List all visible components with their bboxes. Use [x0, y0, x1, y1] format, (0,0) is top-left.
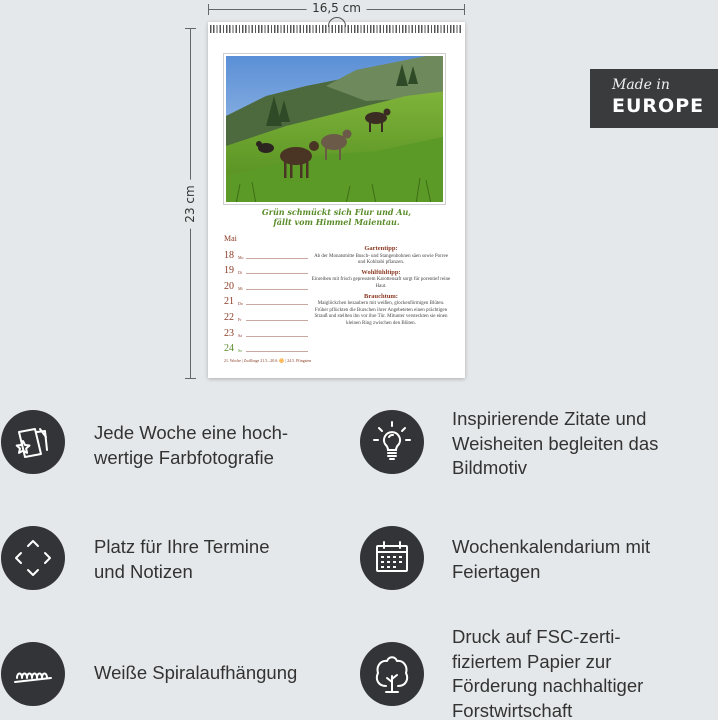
- width-dimension: [208, 1, 465, 15]
- feature-text-calendar: Wochenkalendarium mit Feiertagen: [452, 536, 651, 582]
- tips-column: [311, 243, 451, 328]
- day-number: 18: [224, 249, 234, 261]
- calendar-preview: [208, 22, 465, 378]
- feature-text-fsc: Druck auf FSC-zerti- fiziertem Papier zur Förderung nachhaltiger Forstwirtschaft: [452, 626, 644, 720]
- day-row: [224, 307, 308, 323]
- feature-text-spiral: Weiße Spiralaufhängung: [94, 662, 298, 683]
- weekday-label: Mo: [238, 254, 244, 260]
- made-in-europe-badge: [590, 69, 718, 128]
- day-row: [224, 245, 308, 261]
- expand-arrows-icon: [1, 526, 65, 590]
- calendar-grid-icon: [360, 526, 424, 590]
- day-number: 20: [224, 280, 234, 292]
- day-number: 21: [224, 296, 234, 308]
- mountain-goats-image: [226, 56, 445, 204]
- tip-title: Gartentipp:: [364, 245, 398, 252]
- tip-title: Wohlfühltipp:: [361, 268, 401, 276]
- photo-star-icon: [1, 410, 65, 474]
- feature-text-photo: Jede Woche eine hoch- wertige Farbfotografie: [94, 422, 289, 468]
- spiral-binding-icon: [1, 642, 65, 706]
- weekday-label: Do: [238, 301, 243, 307]
- tip-text: Ab der Monatsmitte Busch- und Stangenbohnen säen sowie Porree und Kohlrabi pflanzen.: [314, 253, 448, 266]
- day-row: [224, 323, 308, 339]
- weekday-label: Di: [238, 270, 242, 276]
- feature-text-quotes: Inspirierende Zitate und Weisheiten begleiten das Bildmotiv: [452, 408, 659, 478]
- month-label: Mai: [224, 234, 237, 243]
- day-row: [224, 261, 308, 277]
- tip-title: Brauchtum:: [364, 292, 398, 300]
- day-row: [224, 276, 308, 292]
- weekday-label: Fr: [238, 316, 242, 322]
- badge-line2: EUROPE: [612, 95, 705, 117]
- weekday-label: Mi: [238, 285, 243, 291]
- feature-text-notes: Platz für Ihre Termine und Notizen: [94, 536, 270, 582]
- width-label: 16,5 cm: [306, 1, 367, 15]
- tip-text: Einreiben mit frisch gepresstem Karottensaft sorgt für porentief reine Haut.: [311, 277, 451, 289]
- weekday-label: Sa: [238, 332, 242, 338]
- tip-text: Maiglöckchen bezaubern mit weißen, glockenförmigen Blüten. Früher pflückten die Burschen ihrer Angebeteten einen prächtigen Strauß und stellten ihn vor ihre Tür. Mitunter versteckten sie einen kleinen Ring zwischen den Blüten.: [314, 301, 448, 326]
- height-label: 23 cm: [183, 179, 197, 228]
- badge-line1: Made in: [612, 77, 670, 93]
- day-row: [224, 339, 308, 355]
- weekday-label: So: [238, 348, 243, 354]
- day-number: 22: [224, 311, 234, 323]
- day-number: 23: [224, 327, 234, 339]
- day-number: 24: [224, 343, 234, 355]
- monthly-quote: Grün schmückt sich Flur und Au, fällt vom Himmel Maientau.: [261, 207, 412, 227]
- week-days-list: [224, 245, 308, 354]
- day-row: [224, 292, 308, 308]
- lightbulb-icon: [360, 410, 424, 474]
- tree-icon: [360, 642, 424, 706]
- hanger-hook: [328, 17, 346, 27]
- height-dimension: [183, 28, 197, 379]
- day-number: 19: [224, 265, 234, 277]
- calendar-footer: 21. Woche | Zwillinge 21.5.–20.6. ♊ | 24.5. Pfingsten: [224, 358, 312, 363]
- goats-photo: [224, 54, 445, 204]
